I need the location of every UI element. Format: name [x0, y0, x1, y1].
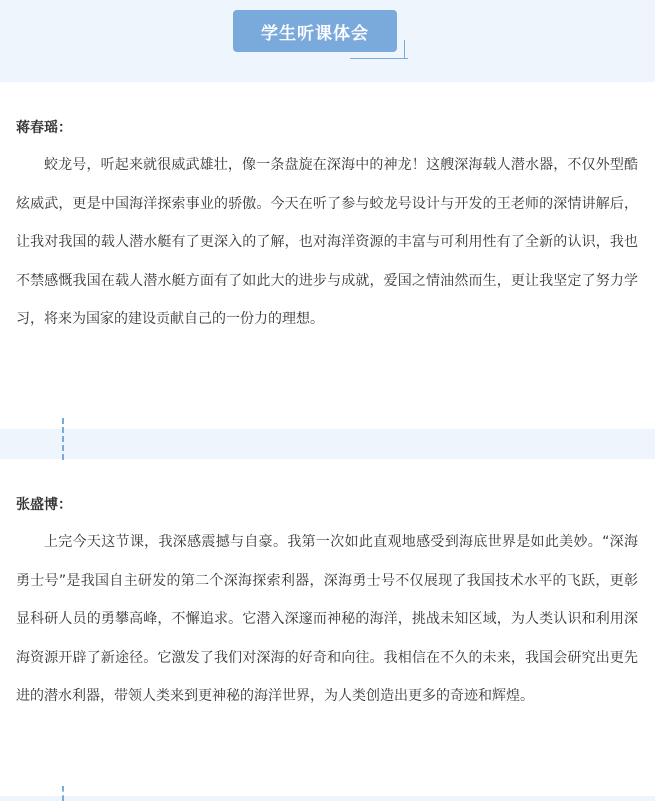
separator-dashed-line-bottom — [62, 786, 64, 801]
entry-author: 张盛博： — [16, 497, 72, 513]
section-separator-bottom — [0, 796, 655, 801]
entry-text: 上完今天这节课，我深感震撼与自豪。我第一次如此直观地感受到海底世界是如此美妙。“深海勇士号”是我国自主研发的第二个深海探索利器，深海勇士号不仅展现了我国技术水平的飞跃，更彰显科研人员的勇攀高峰，不懈追求。它潜入深邃而神秘的海洋，挑战未知区域，为人类认识和利用深海资源开辟了新途径。它激发了我们对深海的好奇和向往。我相信在不久的未来，我国会研究出更先进的潜水利器，带领人类来到更神秘的海洋世界，为人类创造出更多的奇迹和辉煌。 — [16, 534, 638, 704]
section-separator — [0, 429, 655, 459]
title-decoration-tick — [404, 40, 405, 58]
entry-text: 蛟龙号，听起来就很威武雄壮，像一条盘旋在深海中的神龙！这艘深海载人潜水器，不仅外型酷炫威武，更是中国海洋探索事业的骄傲。今天在听了参与蛟龙号设计与开发的王老师的深情讲解后，让我对我国的载人潜水艇有了更深入的了解，也对海洋资源的丰富与可利用性有了全新的认识，我也不禁感慨我国在载人潜水艇方面有了如此大的进步与成就，爱国之情油然而生，更让我坚定了努力学习，将来为国家的建设贡献自己的一份力的理想。 — [16, 157, 638, 327]
title-decoration-line — [350, 58, 408, 59]
entry-author: 蒋春瑶： — [16, 120, 72, 136]
page-title: 学生听课体会 — [233, 10, 397, 52]
separator-dashed-line — [62, 418, 64, 460]
